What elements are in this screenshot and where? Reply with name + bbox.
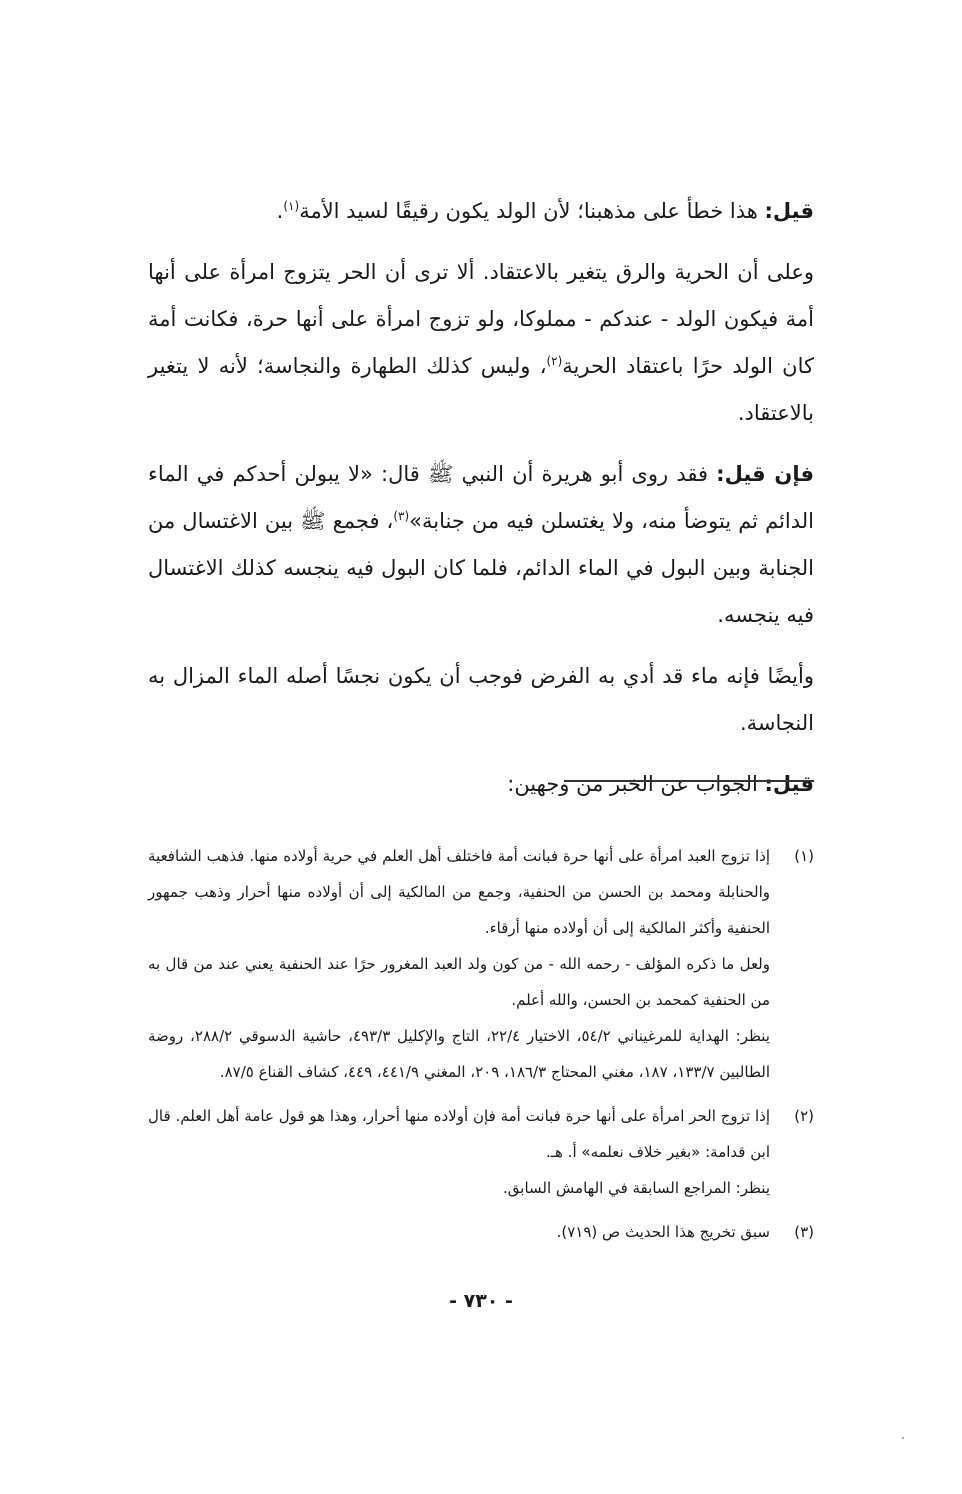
footnote-line: ولعل ما ذكره المؤلف - رحمه الله - من كون ولد العبد المغرور حرًا عند الحنفية يعني عند من قال به من الحنفية كمحمد بن الحسن، والله أعلم. — [148, 955, 770, 1009]
paragraph-text: الجواب عن الخبر من وجهين: — [507, 772, 765, 796]
paragraph-text: فقد روى أبو هريرة أن النبي ﷺ قال: «لا يبولن أحدكم في الماء الدائم ثم يتوضأ منه، ولا يغتسلن فيه من جنابة» — [148, 462, 815, 533]
paragraph — [148, 188, 814, 235]
paragraph-tail: . — [276, 199, 284, 223]
scan-speck — [902, 1437, 904, 1439]
footnote-body — [148, 838, 770, 1090]
footnote-number: (١) — [794, 847, 814, 865]
footnote-divider — [564, 780, 814, 782]
footnote-line: ينظر: الهداية للمرغيناني ٥٤/٢، الاختيار ٢٢/٤، التاج والإكليل ٤٩٣/٣، حاشية الدسوقي ٢٨٨/٢، روضة الطالبين ١٣٣/٧، ١٨٧، مغني المحتاج ١٨٦/٣، ٢٠٩، المغني ٤٤١/٩، ٤٤٩، كشاف القناع ٨٧/٥. — [148, 1027, 770, 1081]
page-number: - ٧٣٠ - — [449, 1290, 513, 1312]
paragraph — [148, 653, 814, 747]
paragraph-text: وأيضًا فإنه ماء قد أدي به الفرض فوجب أن يكون نجسًا أصله الماء المزال به النجاسة. — [148, 664, 814, 735]
paragraph-lead: قيل: — [764, 199, 814, 223]
footnote — [148, 1214, 814, 1250]
paragraph-tail: ، وليس كذلك الطهارة والنجاسة؛ لأنه لا يتغير بالاعتقاد. — [148, 354, 814, 425]
footnote-ref: (٢) — [546, 354, 563, 368]
footnote-line: ينظر: المراجع السابقة في الهامش السابق. — [503, 1179, 770, 1197]
footnote-line: سبق تخريج هذا الحديث ص (٧١٩). — [556, 1223, 770, 1241]
footnote — [148, 838, 814, 1090]
paragraph-lead: فإن قيل: — [716, 462, 814, 486]
paragraph-text: وعلى أن الحرية والرق يتغير بالاعتقاد. ألا ترى أن الحر يتزوج امرأة على أنها أمة فيكون الولد - عندكم - مملوكا، ولو تزوج امرأة على أنها حرة، فكانت أمة كان الولد حرًا باعتقاد الحرية — [148, 260, 814, 378]
footnote-ref: (٣) — [393, 509, 410, 523]
footnote — [148, 1098, 814, 1206]
main-text — [148, 188, 814, 822]
paragraph — [148, 451, 814, 639]
footnote-body — [148, 1098, 770, 1206]
paragraph-lead: قيل: — [764, 772, 814, 796]
footnote-line: إذا تزوج الحر امرأة على أنها حرة فبانت أمة فإن أولاده منها أحرار، وهذا هو قول عامة أهل العلم. قال ابن قدامة: «بغير خلاف نعلمه» أ. هـ. — [148, 1107, 770, 1161]
paragraph — [148, 761, 814, 808]
footnote-number: (٣) — [794, 1223, 814, 1241]
paragraph — [148, 249, 814, 437]
footnotes — [148, 838, 814, 1258]
footnote-line: إذا تزوج العبد امرأة على أنها حرة فبانت أمة فاختلف أهل العلم في حرية أولاده منها. فذهب الشافعية والحنابلة ومحمد بن الحسن من الحنفية، وجمع من المالكية إلى أن أولاده منها أحرار وذهب جمهور الحنفية وأكثر المالكية إلى أن أولاده منها أرقاء. — [148, 847, 770, 937]
paragraph-text: هذا خطأ على مذهبنا؛ لأن الولد يكون رقيقًا لسيد الأمة — [299, 199, 765, 223]
footnote-body — [148, 1214, 770, 1250]
footnote-ref: (١) — [283, 199, 300, 213]
footnote-number: (٢) — [794, 1107, 814, 1125]
paragraph-tail: ، فجمع ﷺ بين الاغتسال من الجنابة وبين البول في الماء الدائم، فلما كان البول فيه ينجسه كذلك الاغتسال فيه ينجسه. — [148, 509, 814, 627]
